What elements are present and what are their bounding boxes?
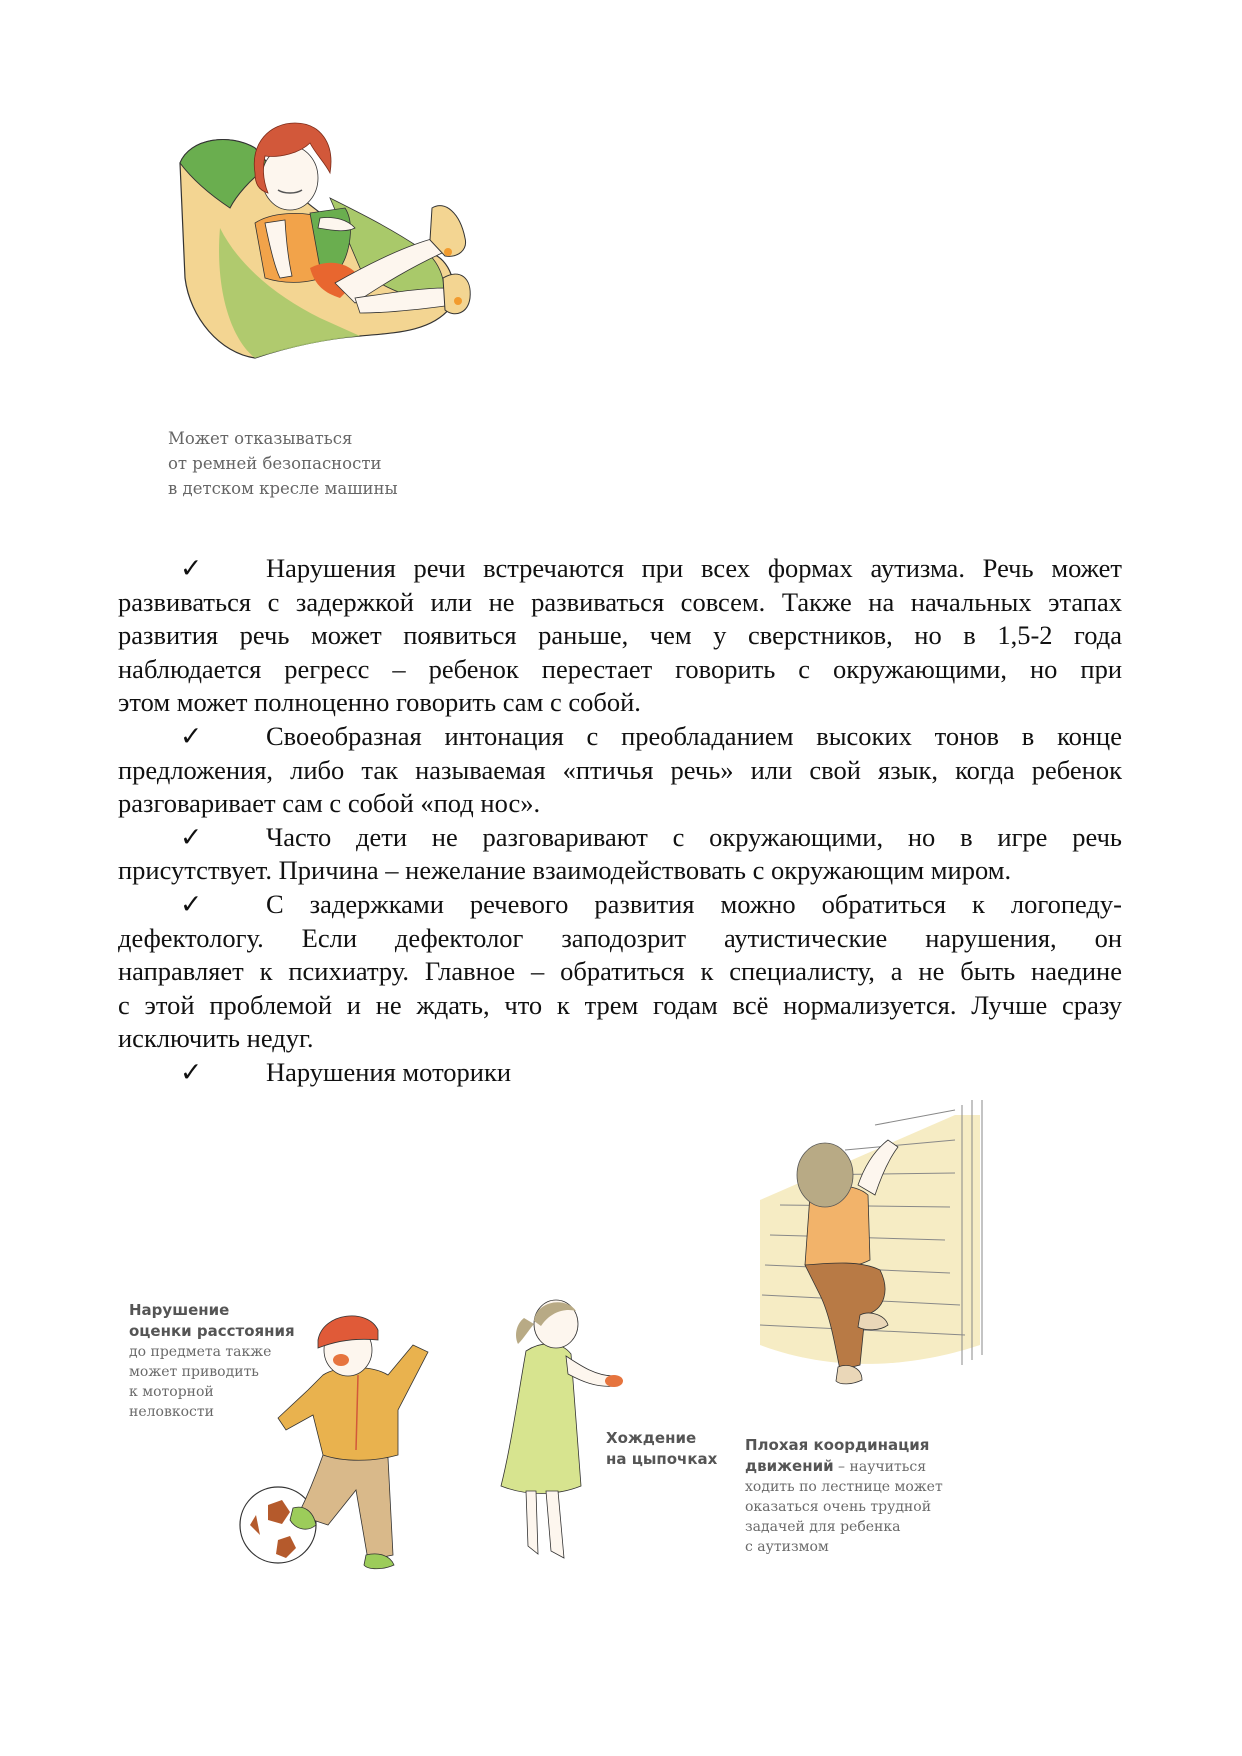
child-climbing-stairs-illustration [740,1095,1000,1395]
caption-tiptoes: Хождение на цыпочках [606,1429,718,1468]
bullet-item: ✓ Своеобразная интонация с преобладанием высоких тонов в конце предложения, либо так называемая «птичья речь» или свой язык, когда ребенок разговаривает сам с собой «под нос». [118,720,1122,819]
check-icon: ✓ [180,553,203,583]
child-car-seat-illustration [160,118,520,378]
check-icon: ✓ [180,888,203,919]
check-icon: ✓ [180,1056,203,1087]
caption-coordination: Плохая координация движений – научиться ходить по лестнице может оказаться очень трудной задачей для ребенка с аутизмом [745,1436,943,1555]
child-head [797,1143,853,1207]
bullet-item: ✓ Часто дети не разговаривают с окружающими, но в игре речь присутствует. Причина – нежелание взаимодействовать с окружающим миром. [118,821,1122,886]
caption-distance: Нарушение оценки расстояния до предмета также может приводить к моторной неловкости [129,1301,295,1420]
check-icon: ✓ [180,821,203,852]
boy-pants [298,1452,393,1560]
bullet-list [118,552,1122,1090]
bullet-item: ✓ Нарушения речи встречаются при всех формах аутизма. Речь может развиваться с задержкой или не развиваться совсем. Также на начальных этапах развития речь может появиться раньше, чем у сверстников, но в 1,5-2 года наблюдается регресс – ребенок перестает говорить с окружающими, но при этом может полноценно говорить сам с собой. [118,553,1122,718]
bullet-item: ✓ Нарушения моторики [118,1056,1122,1090]
bullet-item: ✓ С задержками речевого развития можно обратиться к логопеду- дефектологу. Если дефектолог заподозрит аутистические нарушения, он направляет к психиатру. Главное – обратиться к специалисту, а не быть наедине с этой проблемой и не ждать, что к трем годам всё нормализуется. Лучше сразу исключить недуг. [118,888,1122,1054]
top-figure-caption: Может отказываться от ремней безопасности в детском кресле машины [168,429,398,498]
check-icon: ✓ [180,720,203,751]
